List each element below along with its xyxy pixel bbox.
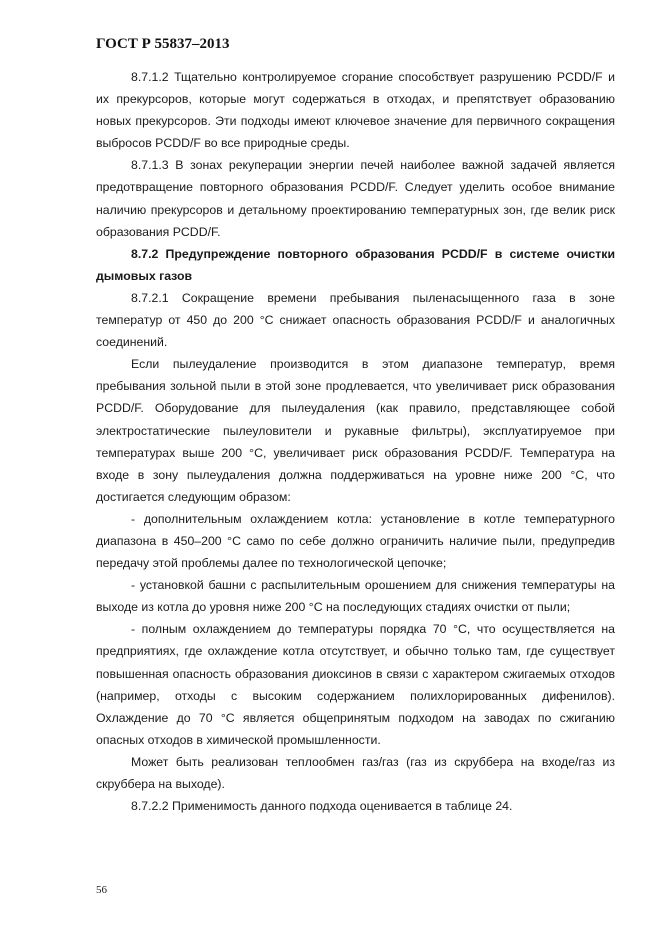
document-header: ГОСТ Р 55837–2013 <box>96 36 230 52</box>
paragraph-heat-exchange: Может быть реализован теплообмен газ/газ (газ из скруббера на входе/газ из скруббера на выходе). <box>96 754 615 791</box>
list-item-full-cooling: - полным охлаждением до температуры порядка 70 °C, что осуществляется на предприятиях, где охлаждение котла отсутствует, и обычно только там, где существует повышенная опасность образования диоксинов в связи с характером сжигаемых отходов (например, отходы с высоким содержанием полихлорированных дифенилов). Охлаждение до 70 °C является общепринятым подходом на заводах по сжиганию опасных отходов в химической промышленности. <box>96 622 615 747</box>
list-item-boiler-cooling: - дополнительным охлаждением котла: установление в котле температурного диапазона в 450–200 °C само по себе должно ограничить наличие пыли, предупредив передачу этой проблемы далее по технологической цепочке; <box>96 511 615 571</box>
paragraph-8-7-1-3: 8.7.1.3 В зонах рекуперации энергии печей наиболее важной задачей является предотвращение повторного образования PCDD/F. Следует уделить особое внимание наличию прекурсоров и детальному проектированию температурных зон, где велик риск образования PCDD/F. <box>96 158 615 239</box>
paragraph-8-7-1-2: 8.7.1.2 Тщательно контролируемое сгорание способствует разрушению PCDD/F и их прекурсоров, которые могут содержаться в отходах, и препятствует образованию новых прекурсоров. Эти подходы имеют ключевое значение для первичного сокращения выбросов PCDD/F во все природные среды. <box>96 70 615 151</box>
document-body <box>96 66 615 817</box>
paragraph-dust-removal: Если пылеудаление производится в этом диапазоне температур, время пребывания зольной пыли в этой зоне продлевается, что увеличивает риск образования PCDD/F. Оборудование для пылеудаления (как правило, представляющее собой электростатические пылеуловители и рукавные фильтры), эксплуатируемое при температурах выше 200 °C, увеличивает риск образования PCDD/F. Температура на входе в зону пылеудаления должна поддерживаться на уровне ниже 200 °C, что достигается следующим образом: <box>96 357 615 504</box>
section-heading-8-7-2: 8.7.2 Предупреждение повторного образования PCDD/F в системе очистки дымовых газов <box>96 246 615 283</box>
paragraph-8-7-2-1: 8.7.2.1 Сокращение времени пребывания пыленасыщенного газа в зоне температур от 450 до 200 °C снижает опасность образования PCDD/F и аналогичных соединений. <box>96 290 615 350</box>
page-number: 56 <box>96 884 107 896</box>
paragraph-8-7-2-2: 8.7.2.2 Применимость данного подхода оценивается в таблице 24. <box>131 799 513 814</box>
list-item-spray-tower: - установкой башни с распылительным орошением для снижения температуры на выходе из котла до уровня ниже 200 °C на последующих стадиях очистки от пыли; <box>96 578 615 615</box>
